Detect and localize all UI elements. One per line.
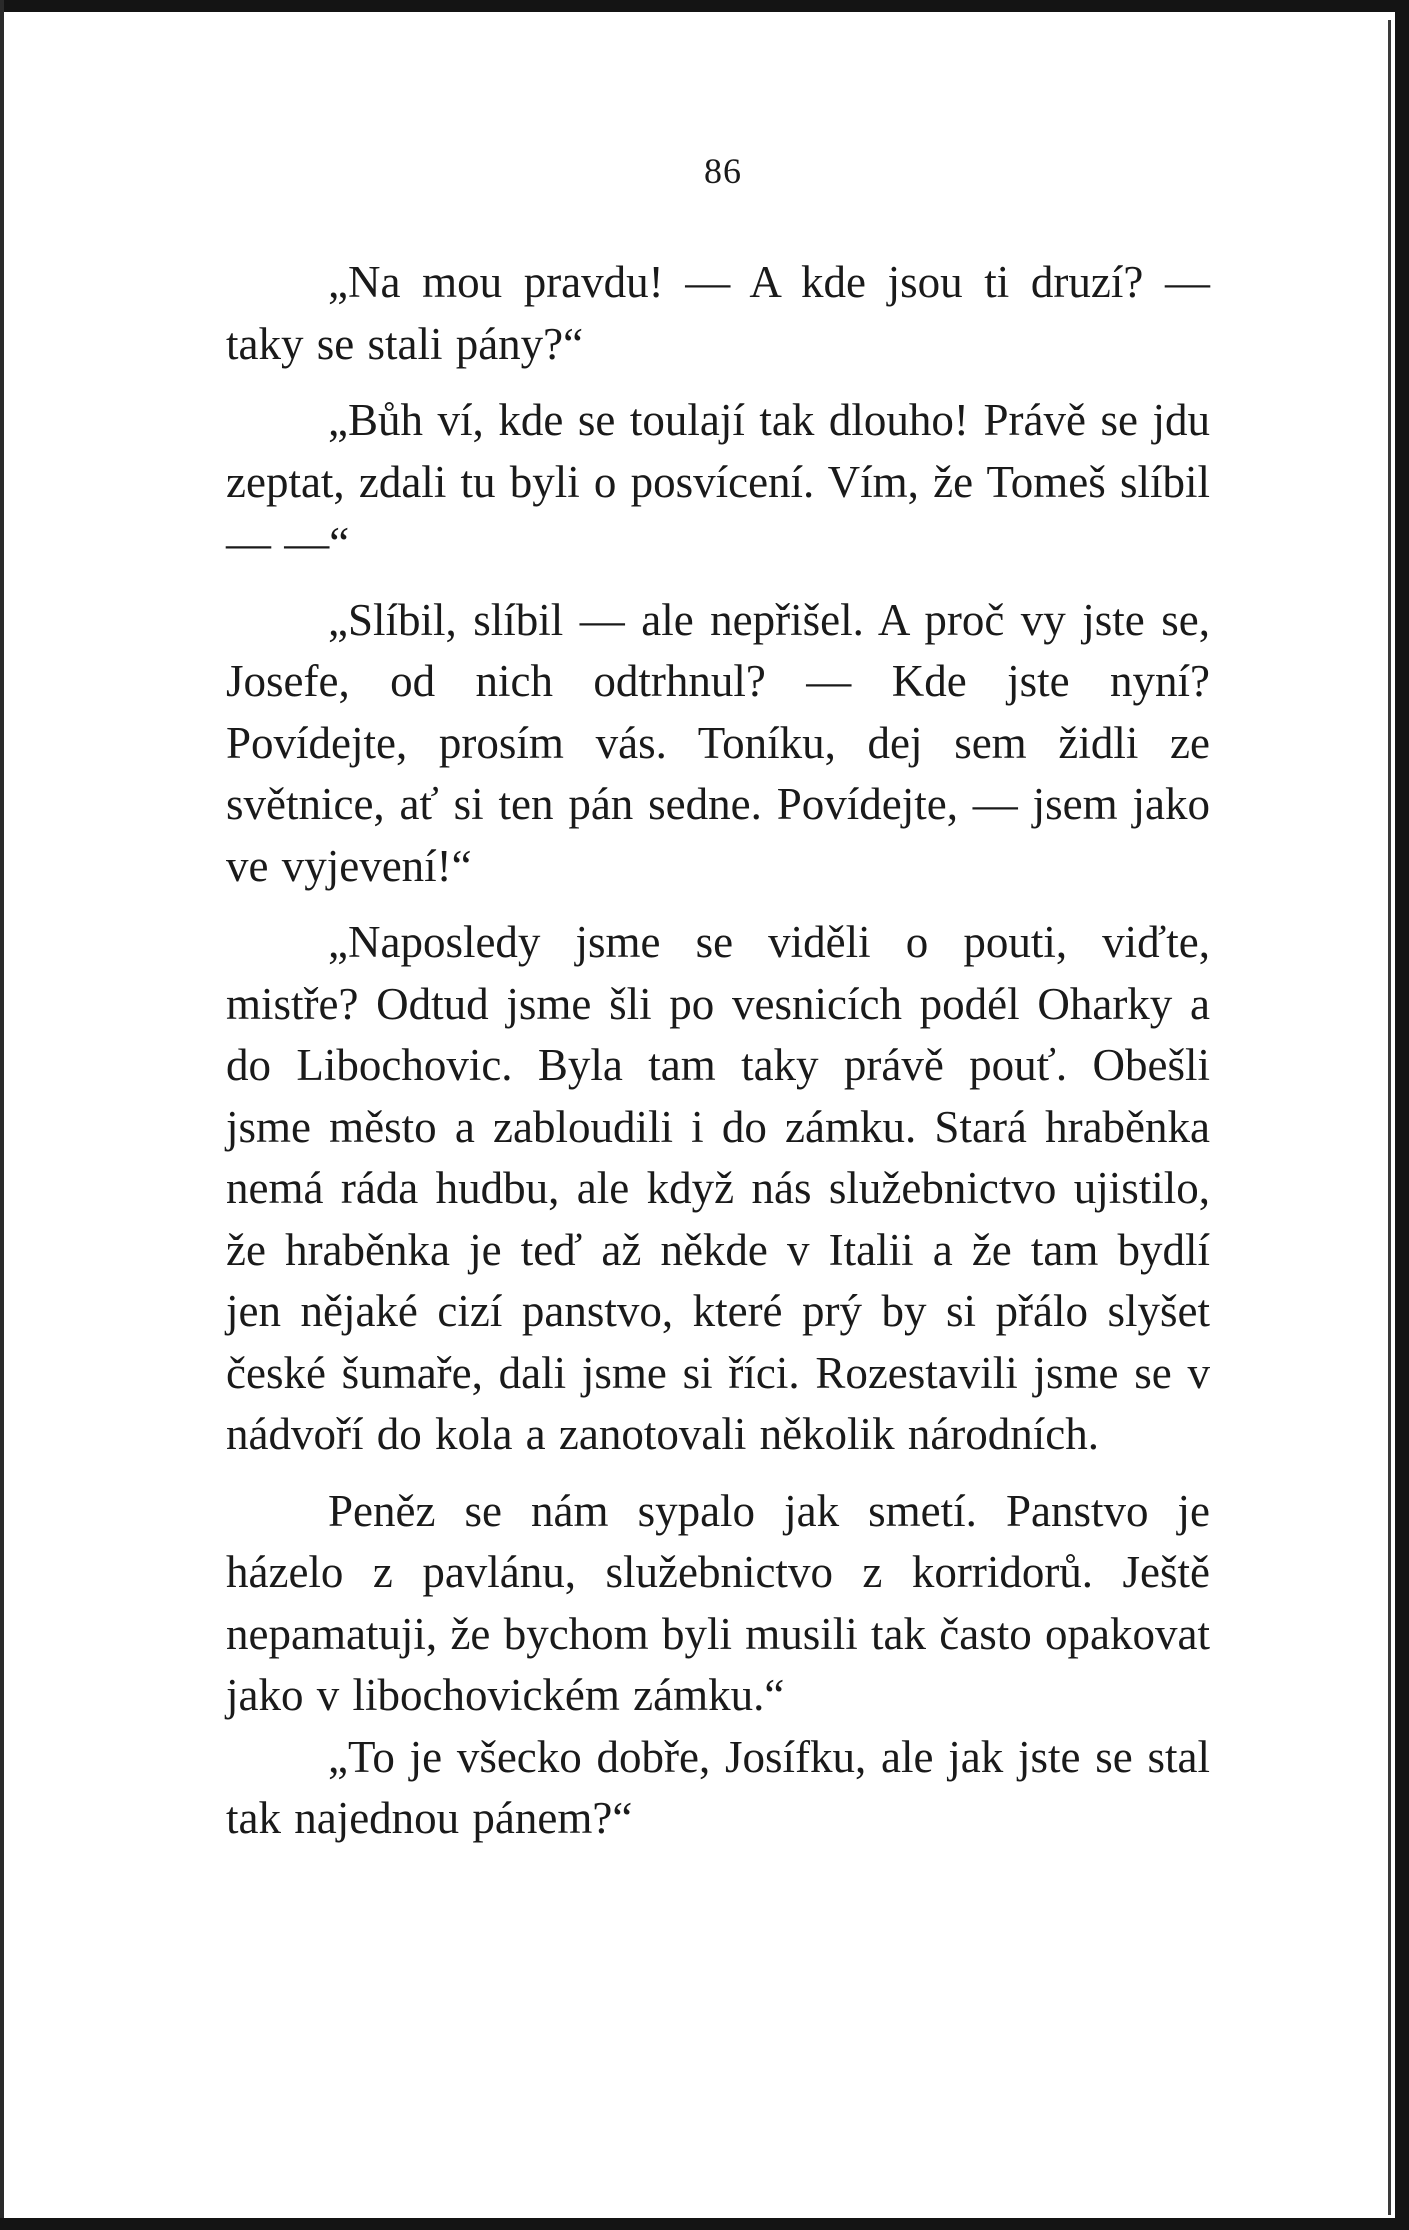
book-page [226, 150, 1210, 1865]
paragraph: „Na mou pravdu! — A kde jsou ti druzí? — taky se stali pány?“ [226, 257, 1210, 369]
scan-border-top [0, 0, 1409, 12]
paragraph: „Slíbil, slíbil — ale nepřišel. A proč vy jste se, Josefe, od nich odtrhnul? — Kde jste nyní? Povídejte, prosím vás. Toníku, dej sem židli ze světnice, ať si ten pán sedne. Povídejte, — jsem jako ve vyjevení!“ [226, 594, 1210, 891]
page-number: 86 [704, 151, 742, 191]
scan-border-left [0, 0, 4, 2230]
paragraph: „Bůh ví, kde se toulají tak dlouho! Právě se jdu zeptat, zdali tu byli o posvícení. Vím, že Tomeš slíbil — —“ [226, 395, 1210, 568]
scan-border-bottom [0, 2218, 1409, 2230]
paragraph: Peněz se nám sypalo jak smetí. Panstvo je házelo z pavlánu, služebnictvo z korridorů. Ještě nepamatuji, že bychom byli musili tak často opakovat jako v libochovickém zámku.“ [226, 1485, 1210, 1720]
page-edge-line [1388, 20, 1391, 2215]
scan-border-right [1395, 0, 1409, 2230]
paragraph: „To je všecko dobře, Josífku, ale jak jste se stal tak najednou pánem?“ [226, 1731, 1210, 1843]
paragraph: „Naposledy jsme se viděli o pouti, viďte, mistře? Odtud jsme šli po vesnicích podél Oharky a do Libochovic. Byla tam taky právě pouť. Obešli jsme město a zabloudili i do zámku. Stará hraběnka nemá ráda hudbu, ale když nás služebnictvo ujistilo, že hraběnka je teď až někde v Italii a že tam bydlí jen nějaké cizí panstvo, které prý by si přálo slyšet české šumaře, dali jsme si říci. Rozestavili jsme se v nádvoří do kola a zanotovali několik národních. [226, 917, 1210, 1459]
